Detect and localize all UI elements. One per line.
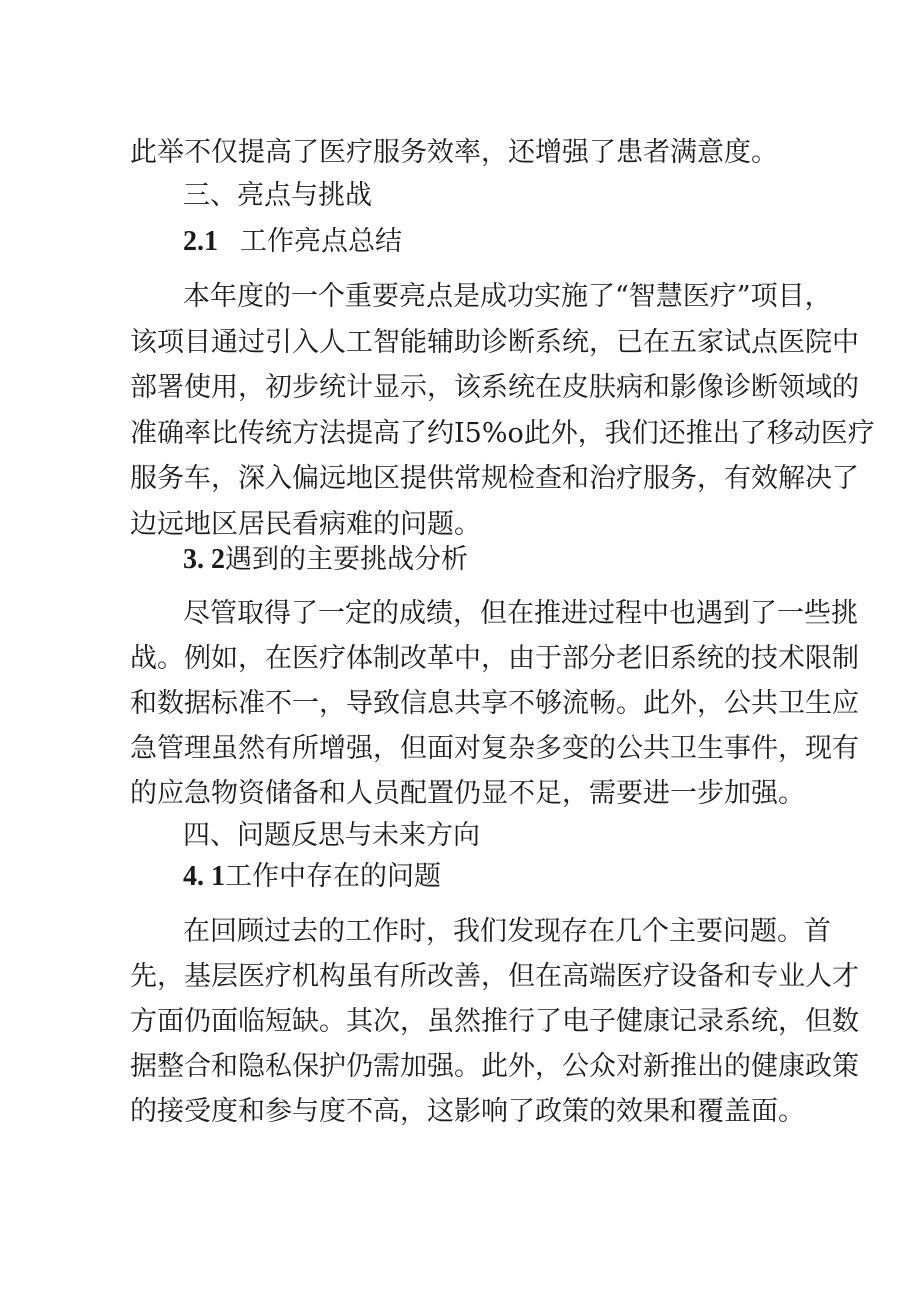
paragraph-line: 尽管取得了一定的成绩，但在推进过程中也遇到了一些挑: [183, 598, 858, 629]
paragraph-line: 的接受度和参与度不高，这影响了政策的效果和覆盖面。: [130, 1096, 805, 1127]
subsection-number: 2.1: [183, 226, 218, 257]
paragraph-line: 此举不仅提高了医疗服务效率，还增强了患者满意度。: [130, 137, 778, 168]
paragraph-line: 在回顾过去的工作时，我们发现存在几个主要问题。首: [183, 916, 831, 947]
paragraph-line: 和数据标准不一，导致信息共享不够流畅。此外，公共卫生应: [130, 688, 859, 719]
paragraph-line: 急管理虽然有所增强，但面对复杂多变的公共卫生事件，现有: [130, 733, 859, 764]
paragraph-line: 方面仍面临短缺。其次，虽然推行了电子健康记录系统，但数: [130, 1006, 859, 1037]
subsection-title: 工作亮点总结: [240, 226, 402, 257]
section-heading-4: 四、问题反思与未来方向: [183, 820, 480, 851]
paragraph-line: 边远地区居民看病难的问题。: [130, 509, 481, 540]
paragraph-line: 战。例如，在医疗体制改革中，由于部分老旧系统的技术限制: [130, 643, 859, 674]
subsection-heading-4-1: [183, 857, 920, 897]
subsection-number: 4. 1: [183, 861, 225, 892]
subsection-heading-3-2: [183, 540, 920, 580]
paragraph-line: 部署使用，初步统计显示，该系统在皮肤病和影像诊断领域的: [130, 372, 859, 403]
paragraph-line: 先，基层医疗机构虽有所改善，但在高端医疗设备和专业人才: [130, 961, 859, 992]
section-heading-3: 三、亮点与挑战: [183, 180, 372, 211]
paragraph-line: 服务车，深入偏远地区提供常规检查和治疗服务，有效解决了: [130, 463, 859, 494]
subsection-number: 3. 2: [183, 544, 225, 575]
paragraph-line: 的应急物资储备和人员配置仍显不足，需要进一步加强。: [130, 778, 805, 809]
subsection-title: 工作中存在的问题: [225, 861, 441, 892]
paragraph-line: 准确率比传统方法提高了约I5%o此外，我们还推出了移动医疗: [130, 418, 875, 449]
paragraph-line: 本年度的一个重要亮点是成功实施了“智慧医疗”项目，: [183, 281, 832, 312]
paragraph-line: 据整合和隐私保护仍需加强。此外，公众对新推出的健康政策: [130, 1051, 859, 1082]
paragraph-line: 该项目通过引入人工智能辅助诊断系统，已在五家试点医院中: [130, 327, 859, 358]
subsection-heading-2-1: [183, 222, 920, 262]
subsection-title: 遇到的主要挑战分析: [225, 544, 468, 575]
